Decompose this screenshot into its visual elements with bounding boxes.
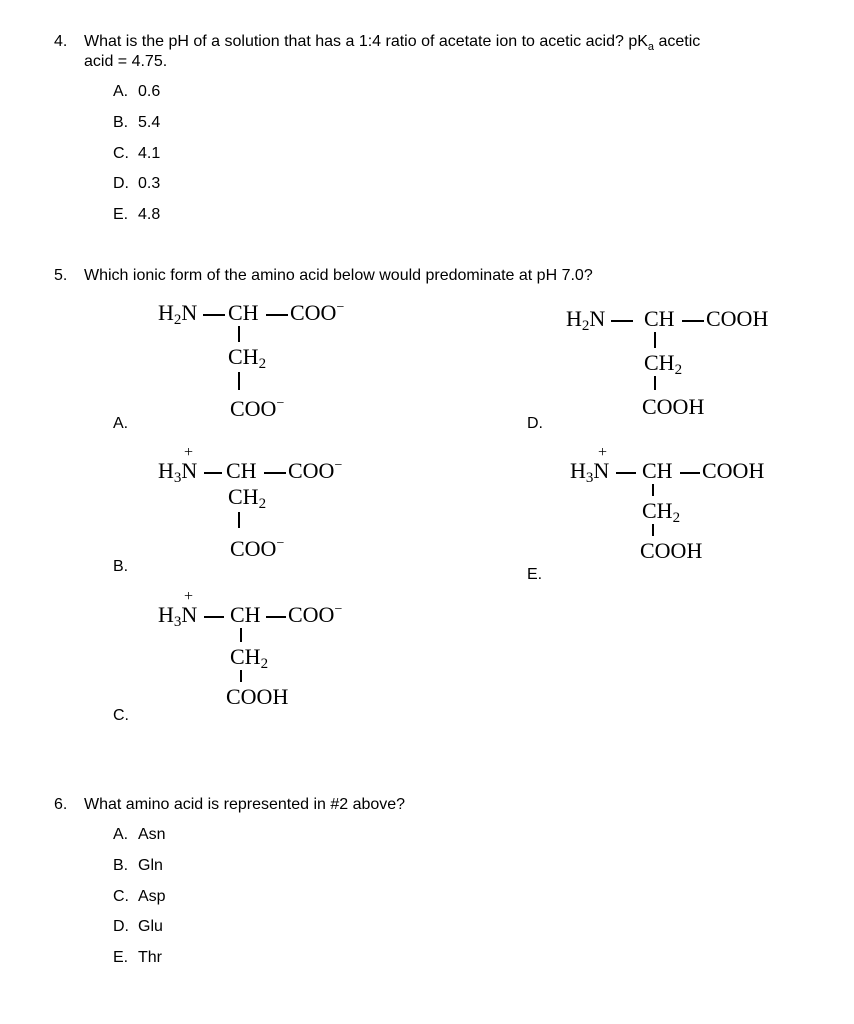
side-chain-ch2: $CH_2$ (642, 498, 681, 526)
question-number: 4. (54, 33, 68, 50)
side-chain-carboxyl: COOH (642, 394, 705, 419)
q4-option-c[interactable]: C. 4.1 (113, 145, 161, 162)
side-chain-ch2: $CH_2$ (230, 644, 269, 672)
bond (680, 472, 700, 474)
q6-option-a[interactable]: A. Asn (113, 826, 166, 843)
side-chain-carboxyl: COO− (230, 396, 285, 421)
side-chain-ch2: $CH_2$ (228, 344, 267, 372)
side-chain-carboxyl: COOH (640, 538, 703, 563)
q6-option-b[interactable]: B. Gln (113, 857, 163, 874)
q6-option-d[interactable]: D. Glu (113, 918, 163, 935)
q6-option-c[interactable]: C. Asp (113, 888, 166, 905)
carboxyl-group: COO− (290, 300, 345, 325)
bond (266, 314, 288, 316)
side-chain-carboxyl: COOH (226, 684, 289, 709)
question-5 (54, 266, 834, 288)
amine-group: $H_3N$ (158, 458, 198, 486)
question-4 (54, 32, 834, 76)
bond (264, 472, 286, 474)
structure-c[interactable] (158, 588, 378, 712)
bond (238, 326, 240, 342)
positive-charge: + (184, 444, 194, 461)
bond (266, 616, 286, 618)
amine-group: $H_3N$ (158, 602, 198, 630)
side-chain-ch2: $CH_2$ (228, 484, 267, 512)
amine-group: $H_2N$ (158, 300, 198, 328)
positive-charge: + (184, 588, 194, 605)
structure-c-label[interactable]: C. (113, 707, 129, 724)
structure-a[interactable] (158, 300, 378, 430)
positive-charge: + (598, 444, 608, 461)
bond (654, 376, 656, 390)
bond (204, 616, 224, 618)
bond (238, 512, 240, 528)
alpha-carbon: CH (644, 306, 675, 331)
bond (204, 472, 222, 474)
structure-e[interactable] (570, 444, 810, 564)
bond (654, 332, 656, 348)
question-number: 5. (54, 267, 68, 284)
question-text-line2: acid = 4.75. (84, 53, 168, 70)
q6-option-e[interactable]: E. Thr (113, 949, 162, 966)
structure-d-label[interactable]: D. (527, 415, 543, 432)
alpha-carbon: CH (230, 602, 261, 627)
structure-a-label[interactable]: A. (113, 415, 129, 432)
q4-option-a[interactable]: A. 0.6 (113, 83, 161, 100)
structure-b[interactable] (158, 444, 378, 564)
bond (616, 472, 636, 474)
bond (611, 320, 633, 322)
alpha-carbon: CH (228, 300, 259, 325)
question-text: Which ionic form of the amino acid below would predominate at pH 7.0? (84, 267, 593, 284)
bond (240, 628, 242, 642)
bond (203, 314, 225, 316)
bond (652, 484, 654, 496)
carboxyl-group: COOH (706, 306, 769, 331)
question-number: 6. (54, 796, 68, 813)
question-6 (54, 795, 834, 817)
amine-group: $H_2N$ (566, 306, 606, 334)
q4-option-e[interactable]: E. 4.8 (113, 206, 161, 223)
bond (238, 372, 240, 390)
carboxyl-group: COOH (702, 458, 765, 483)
question-text: What is the pH of a solution that has a 1:4 ratio of acetate ion to acetic acid? $pK_a$ acetic (84, 33, 701, 54)
alpha-carbon: CH (226, 458, 257, 483)
bond (652, 524, 654, 536)
bond (682, 320, 704, 322)
side-chain-ch2: $CH_2$ (644, 350, 683, 378)
q4-option-d[interactable]: D. 0.3 (113, 175, 161, 192)
carboxyl-group: COO− (288, 602, 343, 627)
structure-d[interactable] (566, 306, 806, 426)
structure-e-label[interactable]: E. (527, 566, 543, 583)
alpha-carbon: CH (642, 458, 673, 483)
question-text: What amino acid is represented in #2 above? (84, 796, 406, 813)
bond (240, 670, 242, 682)
structure-b-label[interactable]: B. (113, 558, 129, 575)
amine-group: $H_3N$ (570, 458, 610, 486)
side-chain-carboxyl: COO− (230, 536, 285, 561)
q4-option-b[interactable]: B. 5.4 (113, 114, 161, 131)
carboxyl-group: COO− (288, 458, 343, 483)
